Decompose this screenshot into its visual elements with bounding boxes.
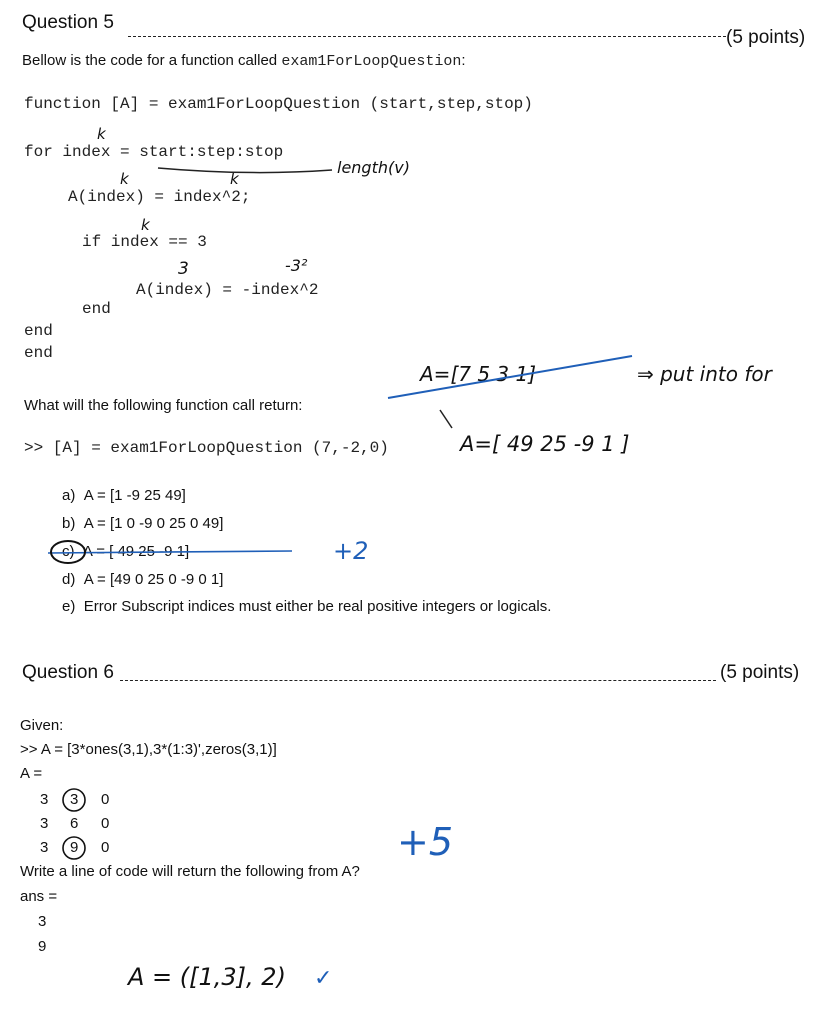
matrix-cell: 9 — [70, 839, 79, 856]
matrix-cell: 3 — [40, 791, 49, 808]
annot-a-result: A=[ 49 25 -9 1 ] — [460, 432, 630, 456]
matrix-cell: 3 — [40, 839, 49, 856]
option-text: Error Subscript indices must either be real positive integers or logicals. — [83, 598, 552, 615]
option-letter: b) — [62, 515, 76, 532]
q5-title: Question 5 — [22, 12, 114, 33]
annot-three: 3 — [178, 259, 189, 279]
option-text: A = [49 0 25 0 -9 0 1] — [83, 571, 224, 588]
q6-ans-label: ans = — [20, 888, 58, 905]
code-line-end-if: end — [82, 300, 111, 318]
annot-put-into: ⇒ put into for — [637, 362, 772, 386]
q6-grade: +5 — [397, 820, 454, 864]
option-letter: c) — [62, 543, 75, 560]
code-line-end-function: end — [24, 344, 53, 362]
q5-intro-prefix: Bellow is the code for a function called — [22, 52, 282, 69]
ans-value: 3 — [38, 913, 47, 930]
q6-a-label: A = — [20, 765, 43, 782]
q5-intro-suffix: : — [461, 52, 466, 69]
option-text: A = [1 -9 25 49] — [83, 487, 186, 504]
code-line-end-for: end — [24, 322, 53, 340]
q6-given: Given: — [20, 717, 64, 734]
q5-grade: +2 — [333, 537, 369, 565]
q6-points: (5 points) — [720, 662, 800, 683]
q6-title: Question 6 — [22, 662, 114, 683]
annot-length: length(v) — [337, 158, 410, 177]
check-icon: ✓ — [314, 966, 333, 991]
option-letter: e) — [62, 598, 76, 615]
option-letter: a) — [62, 487, 76, 504]
option-letter: d) — [62, 571, 76, 588]
annot-a-crossed: A=[7 5 3 1] — [420, 362, 537, 386]
option-text: A = [ 49 25 -9 1] — [82, 543, 190, 560]
annot-k-1: k — [97, 125, 106, 143]
q6-cmd: >> A = [3*ones(3,1),3*(1:3)',zeros(3,1)] — [20, 741, 277, 758]
code-line-function: function [A] = exam1ForLoopQuestion (start,step,stop) — [24, 95, 533, 113]
q6-prompt: Write a line of code will return the following from A? — [20, 863, 360, 880]
matrix-cell: 3 — [70, 791, 79, 808]
code-line-if: if index == 3 — [82, 233, 207, 251]
option-text: A = [1 0 -9 0 25 0 49] — [83, 515, 224, 532]
q5-points: (5 points) — [726, 27, 806, 48]
q5-intro-fn: exam1ForLoopQuestion — [281, 53, 462, 70]
annot-k-3: k — [230, 170, 239, 188]
q5-prompt: What will the following function call return: — [24, 397, 303, 414]
annot-k-2: k — [120, 170, 129, 188]
circle-mark — [63, 789, 85, 811]
strike-stroke — [388, 356, 632, 398]
q6-handwritten-answer: A = ([1,3], 2) — [128, 963, 286, 991]
circle-mark — [63, 837, 85, 859]
matrix-cell: 0 — [101, 839, 110, 856]
matrix-cell: 6 — [70, 815, 79, 832]
ans-value: 9 — [38, 938, 47, 955]
annot-k-4: k — [141, 216, 150, 234]
q5-call: >> [A] = exam1ForLoopQuestion (7,-2,0) — [24, 439, 389, 457]
underline-stroke — [158, 168, 332, 173]
matrix-cell: 0 — [101, 815, 110, 832]
matrix-cell: 3 — [40, 815, 49, 832]
code-line-negassign: A(index) = -index^2 — [136, 281, 319, 299]
annot-neg-square: -3² — [285, 256, 308, 275]
matrix-cell: 0 — [101, 791, 110, 808]
arrow-stroke — [440, 410, 452, 428]
code-line-for: for index = start:step:stop — [24, 143, 284, 161]
code-line-assign: A(index) = index^2; — [68, 188, 251, 206]
